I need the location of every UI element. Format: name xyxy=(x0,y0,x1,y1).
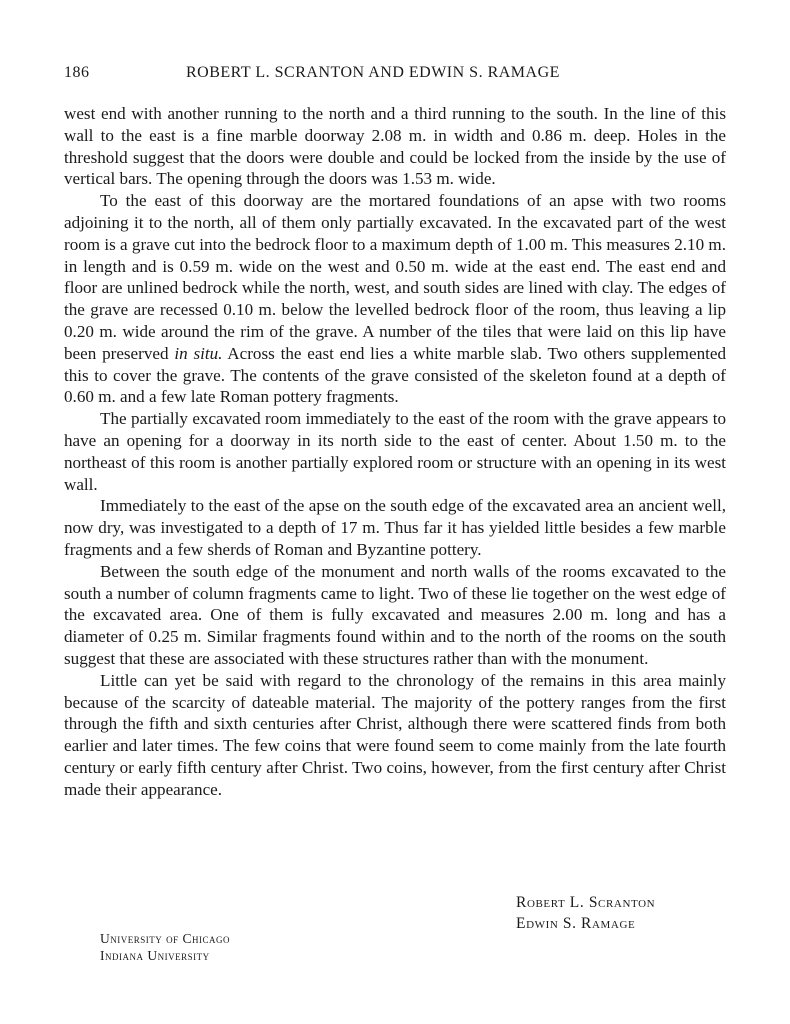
affiliation-1: University of Chicago xyxy=(100,931,231,946)
affiliation-2: Indiana University xyxy=(100,948,210,963)
paragraph-1: west end with another running to the north and a third running to the south. In the line of this wall to the east is a fine marble doorway 2.08 m. in width and 0.86 m. deep. Holes in the threshold suggest that the doors were double and could be locked from the inside by the use of vertical bars. The opening through the doors was 1.53 m. wide. xyxy=(64,104,726,189)
paragraph-2-text-b: Across the east end lies a white marble slab. Two others supplemented this to cover the grave. The contents of the grave consisted of the skeleton found at a depth of 0.60 m. and a few late Roman pottery fragments. xyxy=(64,343,726,407)
paragraph-5: Between the south edge of the monument and north walls of the rooms excavated to the south a number of column fragments came to light. Two of these lie together on the west edge of the excavated area. One of them is fully excavated and measures 2.00 m. long and has a diameter of 0.25 m. Similar fragments found within and to the north of the rooms on the south suggest that these are associated with these structures rather than with the monument. xyxy=(64,561,726,668)
paragraph-4: Immediately to the east of the apse on the south edge of the excavated area an ancient well, now dry, was investigated to a depth of 17 m. Thus far it has yielded little besides a few marble fragments and a few sherds of Roman and Byzantine pottery. xyxy=(64,496,726,559)
page-number: 186 xyxy=(64,64,90,81)
author-name-1: Robert L. Scranton xyxy=(516,894,656,911)
article-body xyxy=(64,103,726,801)
paragraph-3: The partially excavated room immediately to the east of the room with the grave appears to have an opening for a doorway in its north side to the east of center. About 1.50 m. to the northeast of this room is another partially explored room or structure with an opening in its west wall. xyxy=(64,409,726,494)
paragraph-6: Little can yet be said with regard to the chronology of the remains in this area mainly because of the scarcity of dateable material. The majority of the pottery ranges from the first through the fifth and sixth centuries after Christ, although there were scattered finds from both earlier and later times. The few coins that were found seem to come mainly from the late fourth century or early fifth century after Christ. Two coins, however, from the first century after Christ made their appearance. xyxy=(64,670,726,799)
paragraph-2 xyxy=(64,190,726,408)
running-head: ROBERT L. SCRANTON AND EDWIN S. RAMAGE xyxy=(186,64,560,81)
author-name-2: Edwin S. Ramage xyxy=(516,915,636,932)
author-affiliations xyxy=(100,930,230,964)
italic-in-situ: in situ. xyxy=(174,343,223,363)
paragraph-2-text-a: To the east of this doorway are the mortared foundations of an apse with two rooms adjoining it to the north, all of them only partially excavated. In the excavated part of the west room is a grave cut into the bedrock floor to a maximum depth of 1.00 m. This measures 2.10 m. in length and is 0.59 m. wide on the west and 0.50 m. wide at the east end. The east end and floor are unlined bedrock while the north, west, and south sides are lined with clay. The edges of the grave are recessed 0.10 m. below the levelled bedrock floor of the room, thus leaving a lip 0.20 m. wide around the rim of the grave. A number of the tiles that were laid on this lip have been preserved xyxy=(64,191,726,363)
author-signature xyxy=(516,892,655,934)
page-header xyxy=(64,64,726,88)
